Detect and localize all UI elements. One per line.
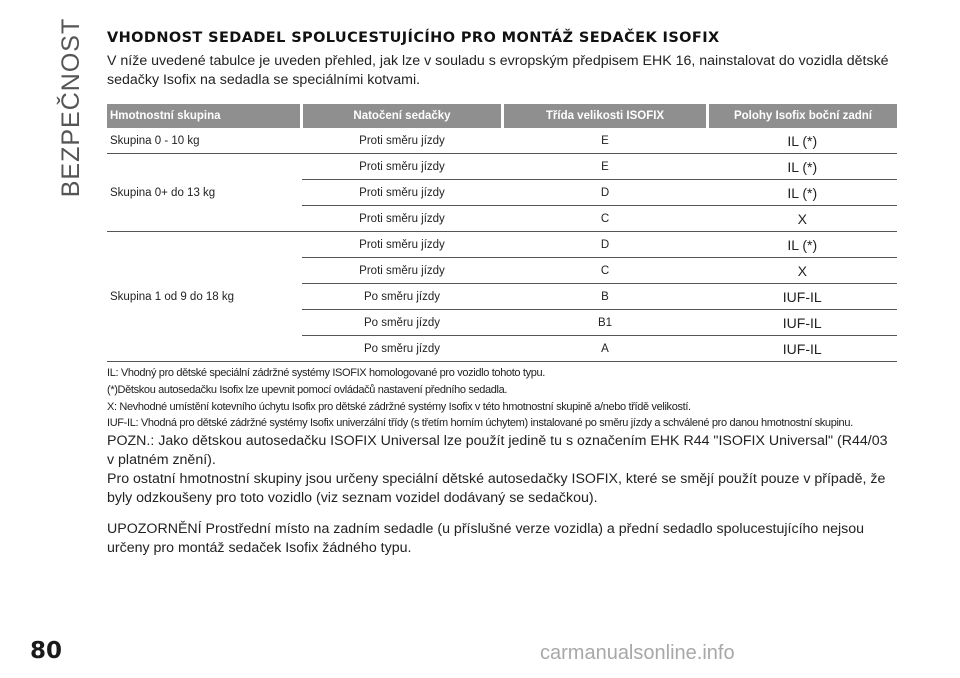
page-content	[107, 30, 897, 558]
position-cell: IUF-IL	[708, 336, 898, 362]
position-cell: IUF-IL	[708, 284, 898, 310]
position-cell: IUF-IL	[708, 310, 898, 336]
chapter-side-label	[52, 17, 92, 197]
size-class-cell: B	[503, 284, 708, 310]
size-class-cell: C	[503, 258, 708, 284]
note-il: IL: Vhodný pro dětské speciální zádržné systémy ISOFIX homologované pro vozidlo tohoto typu.	[107, 367, 546, 379]
size-class-cell: E	[503, 128, 708, 154]
position-cell: IL (*)	[708, 154, 898, 180]
table-notes	[107, 365, 897, 432]
orientation-cell: Proti směru jízdy	[302, 180, 503, 206]
pozn-paragraph: POZN.: Jako dětskou autosedačku ISOFIX Universal lze použít jedině tu s označením EHK R44 "ISOFIX Universal" (R44/03 v platném znění).	[107, 433, 888, 469]
position-cell: X	[708, 206, 898, 232]
page-number: 80	[30, 638, 63, 664]
size-class-cell: E	[503, 154, 708, 180]
weight-group-cell: Skupina 0+ do 13 kg	[107, 154, 302, 232]
table-row	[107, 232, 897, 258]
weight-group-cell: Skupina 0 - 10 kg	[107, 128, 302, 154]
orientation-cell: Proti směru jízdy	[302, 206, 503, 232]
orientation-cell: Proti směru jízdy	[302, 154, 503, 180]
size-class-cell: D	[503, 180, 708, 206]
size-class-cell: B1	[503, 310, 708, 336]
orientation-cell: Po směru jízdy	[302, 310, 503, 336]
position-cell: IL (*)	[708, 128, 898, 154]
intro-paragraph: V níže uvedené tabulce je uveden přehled, jak lze v souladu s evropským předpisem EHK 16, nainstalovat do vozidla dětské sedačky Isofix na sedadla se speciálními kotvami.	[107, 53, 889, 88]
header-orientation: Natočení sedačky	[302, 104, 503, 128]
table-row	[107, 154, 897, 180]
size-class-cell: C	[503, 206, 708, 232]
header-weight-group: Hmotnostní skupina	[107, 104, 302, 128]
section-heading: VHODNOST SEDADEL SPOLUCESTUJÍCÍHO PRO MONTÁŽ SEDAČEK ISOFIX	[107, 30, 720, 46]
other-groups-paragraph: Pro ostatní hmotnostní skupiny jsou určeny speciální dětské autosedačky ISOFIX, které se smějí použít pouze v případě, že byly odzkoušeny pro toto vozidlo (viz seznam vozidel dodávaný se sedačkou).	[107, 471, 886, 507]
size-class-cell: A	[503, 336, 708, 362]
note-asterisk: (*)Dětskou autosedačku Isofix lze upevnit pomocí ovládačů nastavení předního sedadla.	[107, 383, 508, 396]
orientation-cell: Po směru jízdy	[302, 284, 503, 310]
position-cell: X	[708, 258, 898, 284]
weight-group-cell: Skupina 1 od 9 do 18 kg	[107, 232, 302, 362]
note-x: X: Nevhodné umístění kotevního úchytu Isofix pro dětské zádržné systémy Isofix v této hmotnostní skupině a/nebo třídě velikostí.	[107, 400, 691, 413]
note-iuf-il: IUF-IL: Vhodná pro dětské zádržné systémy Isofix univerzální třídy (s třetím horním úchytem) instalované po směru jízdy a schválené pro danou hmotnostní skupinu.	[107, 417, 853, 430]
orientation-cell: Proti směru jízdy	[302, 232, 503, 258]
orientation-cell: Proti směru jízdy	[302, 128, 503, 154]
header-isofix-positions: Polohy Isofix boční zadní	[708, 104, 898, 128]
position-cell: IL (*)	[708, 232, 898, 258]
position-cell: IL (*)	[708, 180, 898, 206]
table-row	[107, 128, 897, 154]
chapter-side-label-text: BEZPEČNOST	[57, 17, 86, 197]
orientation-cell: Proti směru jízdy	[302, 258, 503, 284]
header-size-class: Třída velikosti ISOFIX	[503, 104, 708, 128]
warning-paragraph: UPOZORNĚNÍ Prostřední místo na zadním sedadle (u příslušné verze vozidla) a přední sedadlo spolucestujícího nejsou určeny pro montáž sedaček Isofix žádného typu.	[107, 521, 865, 557]
size-class-cell: D	[503, 232, 708, 258]
orientation-cell: Po směru jízdy	[302, 336, 503, 362]
table-header-row	[107, 104, 897, 128]
isofix-table	[107, 104, 897, 362]
watermark: carmanualsonline.info	[540, 642, 735, 664]
